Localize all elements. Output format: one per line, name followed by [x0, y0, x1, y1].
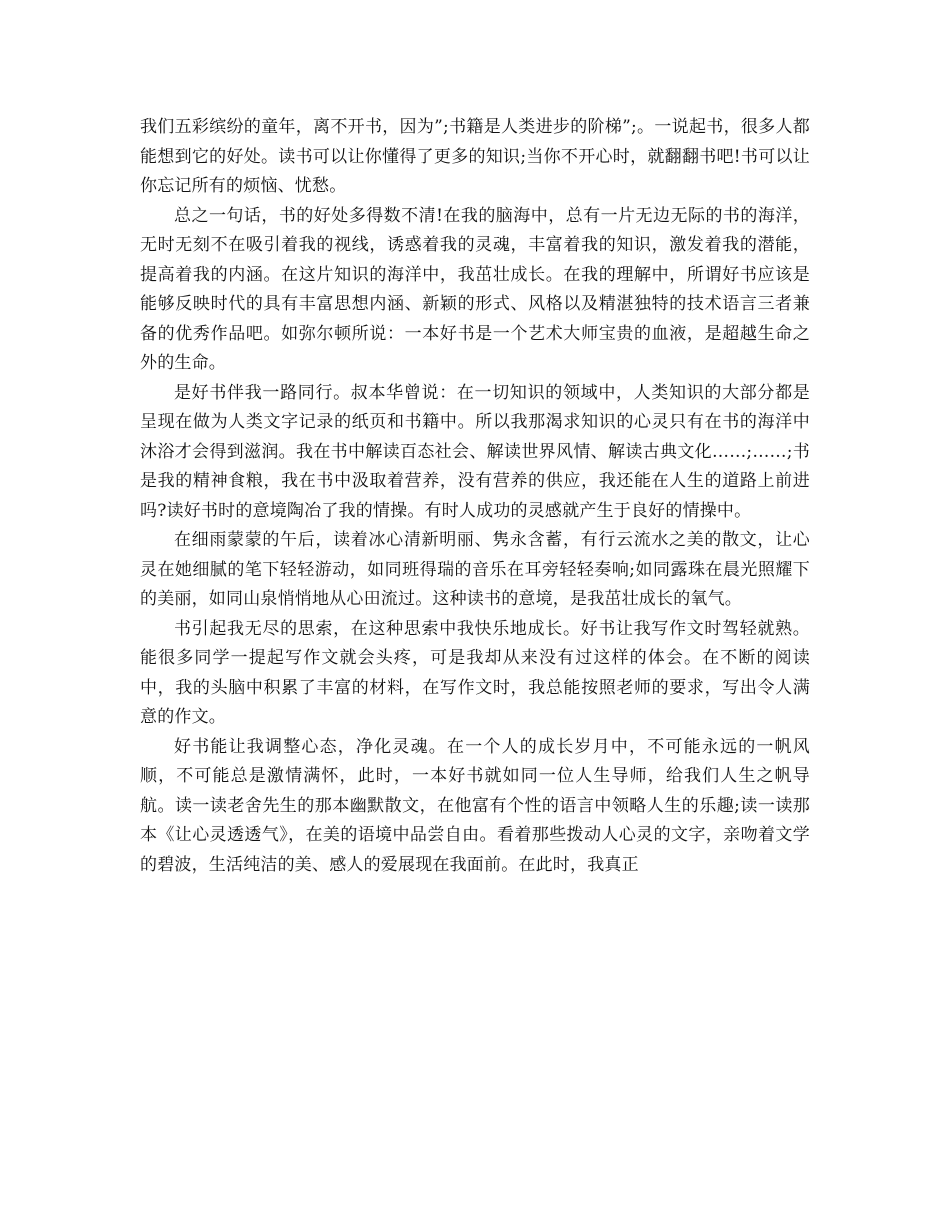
paragraph: 我们五彩缤纷的童年，离不开书，因为”;书籍是人类进步的阶梯”;。一说起书，很多人都能想到它的好处。读书可以让你懂得了更多的知识;当你不开心时，就翻翻书吧!书可以让你忘记所有的烦恼、忧愁。	[140, 117, 810, 196]
paragraph: 是好书伴我一路同行。叔本华曾说：在一切知识的领域中，人类知识的大部分都是呈现在做为人类文字记录的纸页和书籍中。所以我那渴求知识的心灵只有在书的海洋中沐浴才会得到滋润。我在书中解读百态社会、解读世界风情、解读古典文化……;……;书是我的精神食粮，我在书中汲取着营养，没有营养的供应，我还能在人生的道路上前进吗?读好书时的意境陶冶了我的情操。有时人成功的灵感就产生于良好的情操中。	[140, 382, 810, 521]
paragraph: 总之一句话，书的好处多得数不清!在我的脑海中，总有一片无边无际的书的海洋，无时无刻不在吸引着我的视线，诱惑着我的灵魂，丰富着我的知识，激发着我的潜能，提高着我的内涵。在这片知识的海洋中，我茁壮成长。在我的理解中，所谓好书应该是能够反映时代的具有丰富思想内涵、新颖的形式、风格以及精湛独特的技术语言三者兼备的优秀作品吧。如弥尔顿所说：一本好书是一个艺术大师宝贵的血液，是超越生命之外的生命。	[140, 205, 810, 373]
paragraph: 在细雨蒙蒙的午后，读着冰心清新明丽、隽永含蓄，有行云流水之美的散文，让心灵在她细腻的笔下轻轻游动，如同班得瑞的音乐在耳旁轻轻奏响;如同露珠在晨光照耀下的美丽，如同山泉悄悄地从心田流过。这种读书的意境，是我茁壮成长的氧气。	[140, 530, 810, 609]
document-page	[140, 113, 810, 880]
paragraph: 书引起我无尽的思索，在这种思索中我快乐地成长。好书让我写作文时驾轻就熟。能很多同学一提起写作文就会头疼，可是我却从来没有过这样的体会。在不断的阅读中，我的头脑中积累了丰富的材料，在写作文时，我总能按照老师的要求，写出令人满意的作文。	[140, 618, 810, 727]
paragraph: 好书能让我调整心态，净化灵魂。在一个人的成长岁月中，不可能永远的一帆风顺，不可能总是激情满怀，此时，一本好书就如同一位人生导师，给我们人生之帆导航。读一读老舍先生的那本幽默散文，在他富有个性的语言中领略人生的乐趣;读一读那本《让心灵透透气》，在美的语境中品尝自由。看着那些拨动人心灵的文字，亲吻着文学的碧波，生活纯洁的美、感人的爱展现在我面前。在此时，我真正	[140, 736, 810, 875]
